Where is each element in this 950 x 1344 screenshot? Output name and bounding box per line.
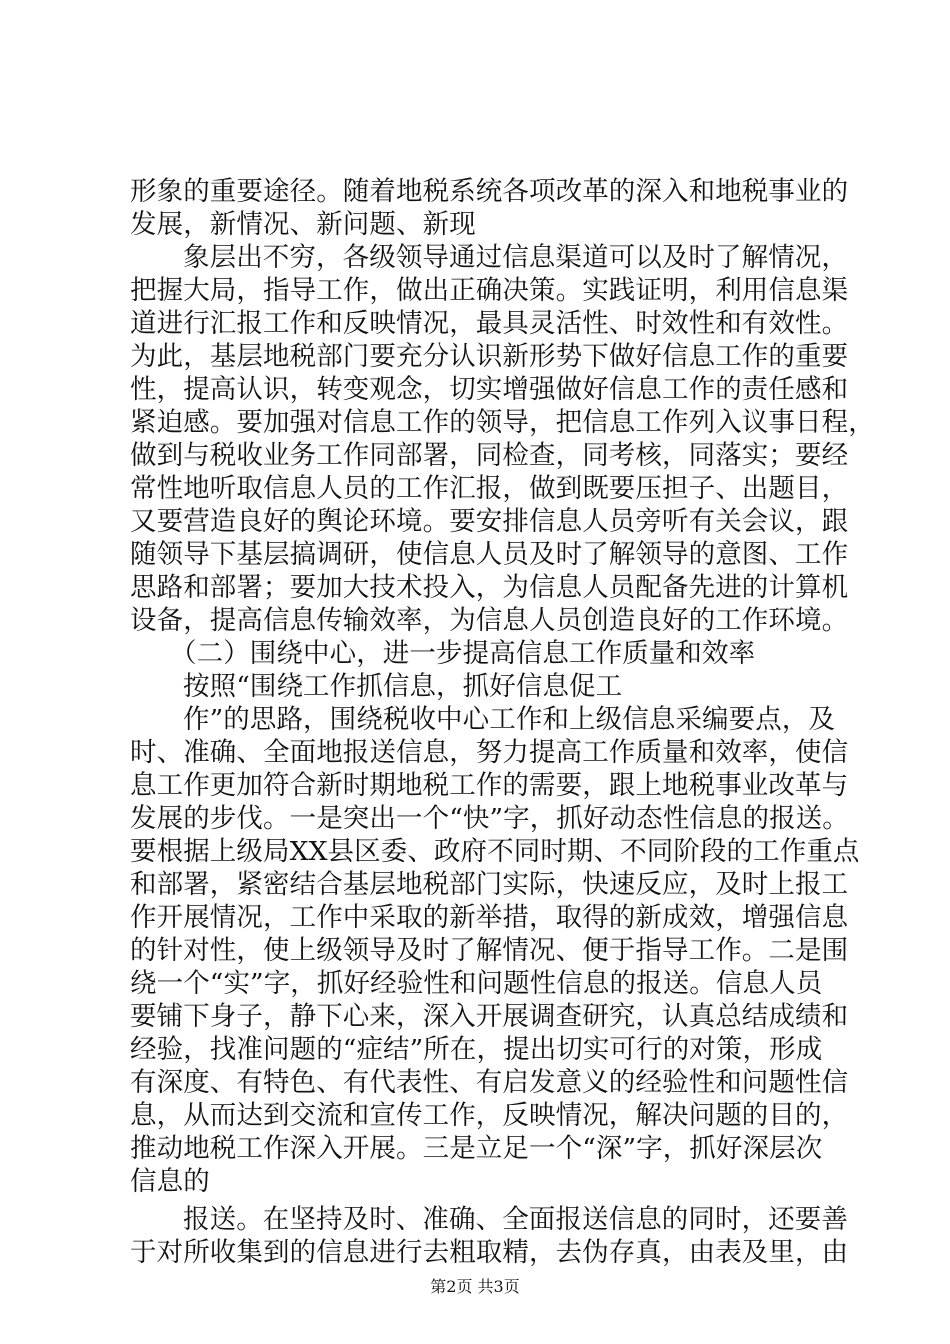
text-line: 思路和部署；要加大技术投入，为信息人员配备先进的计算机: [130, 572, 849, 603]
text-line: 报送。在坚持及时、准确、全面报送信息的同时，还要善: [183, 1204, 848, 1235]
text-line: 把握大局，指导工作，做出正确决策。实践证明，利用信息渠: [130, 275, 849, 306]
text-line: 道进行汇报工作和反映情况，最具灵活性、时效性和有效性。: [130, 308, 849, 339]
text-line: 发展的步伐。一是突出一个“快”字，抓好动态性信息的报送。: [130, 803, 849, 834]
text-line: 的针对性，使上级领导及时了解情况、便于指导工作。二是围: [130, 935, 849, 966]
text-line: 发展，新情况、新问题、新现: [130, 209, 476, 240]
text-line: 作”的思路，围绕税收中心工作和上级信息采编要点，及: [183, 704, 836, 735]
text-line: 息工作更加符合新时期地税工作的需要，跟上地税事业改革与: [130, 770, 849, 801]
text-line: 和部署，紧密结合基层地税部门实际，快速反应，及时上报工: [130, 869, 849, 900]
text-line: 时、准确、全面地报送信息，努力提高工作质量和效率，使信: [130, 737, 849, 768]
text-line: 形象的重要途径。随着地税系统各项改革的深入和地税事业的: [130, 176, 849, 207]
text-line: 常性地听取信息人员的工作汇报，做到既要压担子、出题目，: [130, 473, 849, 504]
text-line: 息，从而达到交流和宣传工作，反映情况，解决问题的目的，: [130, 1100, 849, 1131]
text-line: 性，提高认识，转变观念，切实增强做好信息工作的责任感和: [130, 374, 849, 405]
text-line: 按照“围绕工作抓信息，抓好信息促工: [183, 671, 623, 702]
text-line: 信息的: [130, 1166, 210, 1197]
text-line: 要铺下身子，静下心来，深入开展调查研究，认真总结成绩和: [130, 1001, 849, 1032]
text-line: 要根据上级局XX县区委、政府不同时期、不同阶段的工作重点: [130, 836, 860, 867]
text-line: 有深度、有特色、有代表性、有启发意义的经验性和问题性信: [130, 1067, 849, 1098]
text-line: 随领导下基层搞调研，使信息人员及时了解领导的意图、工作: [130, 539, 849, 570]
text-line: 经验，找准问题的“症结”所在，提出切实可行的对策，形成: [130, 1034, 823, 1065]
page-number: 第2页 共3页: [430, 1277, 520, 1296]
text-line: 推动地税工作深入开展。三是立足一个“深”字，抓好深层次: [130, 1133, 823, 1164]
text-line: 象层出不穷，各级领导通过信息渠道可以及时了解情况，: [183, 242, 848, 273]
text-line: 作开展情况，工作中采取的新举措，取得的新成效，增强信息: [130, 902, 849, 933]
text-line: 为此，基层地税部门要充分认识新形势下做好信息工作的重要: [130, 341, 849, 372]
section-heading: （二）围绕中心，进一步提高信息工作质量和效率: [170, 638, 756, 669]
page-footer: [0, 1274, 950, 1297]
text-line: 绕一个“实”字，抓好经验性和问题性信息的报送。信息人员: [130, 968, 823, 999]
text-line: 紧迫感。要加强对信息工作的领导，把信息工作列入议事日程，: [130, 407, 875, 438]
text-line: 于对所收集到的信息进行去粗取精，去伪存真，由表及里，由: [130, 1237, 849, 1268]
text-line: 设备，提高信息传输效率，为信息人员创造良好的工作环境。: [130, 605, 849, 636]
text-line: 做到与税收业务工作同部署，同检查，同考核，同落实；要经: [130, 440, 849, 471]
text-line: 又要营造良好的舆论环境。要安排信息人员旁听有关会议，跟: [130, 506, 849, 537]
